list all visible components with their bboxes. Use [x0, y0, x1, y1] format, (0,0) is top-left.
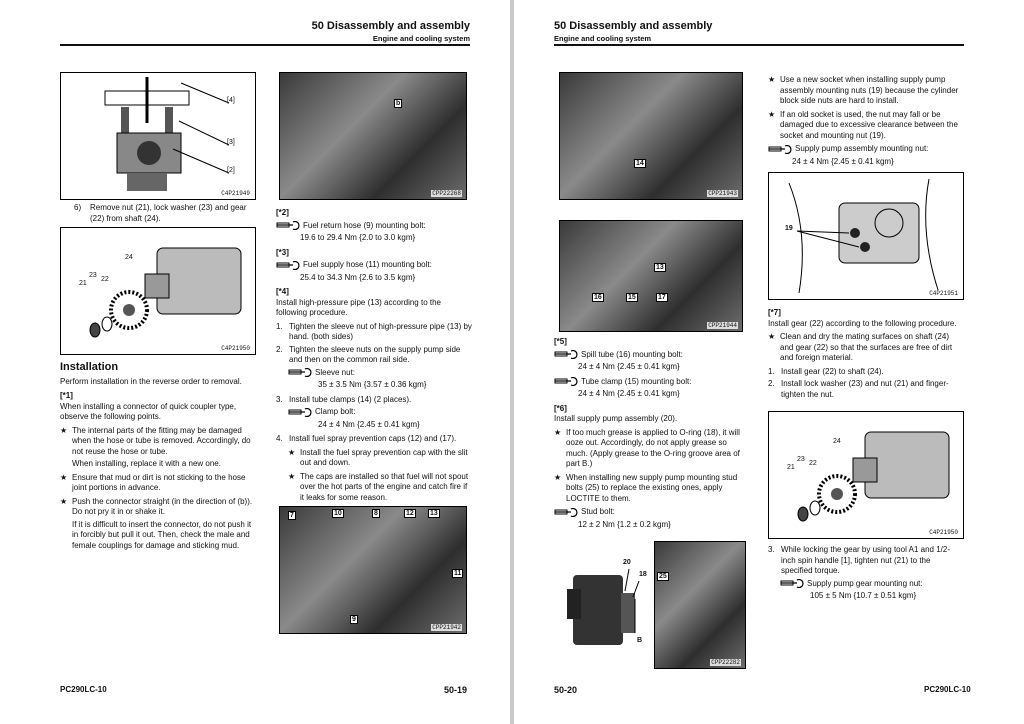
pump-gear-drawing [769, 412, 964, 539]
mounting-nut-figure [768, 172, 964, 300]
figure-code: CPP21942 [432, 624, 461, 631]
figure-code: C4P21949 [221, 190, 250, 197]
pump-gear-figure [768, 411, 964, 539]
step-text: Tighten the sleeve nut of high-pressure pipe (13) by hand. (both sides) [289, 321, 472, 341]
callout-label: B [637, 637, 643, 644]
torque-value: 35 ± 3.5 Nm {3.57 ± 0.36 kgm} [318, 380, 427, 389]
torque-value: 24 ± 4 Nm {2.45 ± 0.41 kgm} [578, 389, 680, 398]
star-note [768, 332, 964, 364]
callout-label: 10 [334, 510, 342, 517]
torque-wrench-icon [276, 221, 300, 230]
torque-spec [768, 144, 964, 155]
page-header-subtitle: Engine and cooling system [372, 34, 470, 43]
torque-value: 24 ± 4 Nm {2.45 ± 0.41 kgm} [318, 419, 420, 429]
callout-label: 24 [833, 438, 841, 445]
star-note [554, 428, 750, 470]
step-text: Install lock washer (23) and nut (21) and finger-tighten the nut. [781, 379, 949, 399]
torque-label: Tube clamp (15) mounting bolt: [581, 376, 692, 386]
page-header-title: 50 Disassembly and assembly [311, 20, 470, 32]
supply-pump-figure [559, 541, 651, 669]
fuel-pipe-photo [279, 506, 467, 634]
step-item [276, 395, 472, 406]
supply-pump-nut-block [768, 72, 964, 171]
right-page [514, 0, 1024, 724]
step-number: 3. [768, 545, 775, 554]
torque-label: Supply pump gear mounting nut: [807, 578, 923, 588]
step-text: Install tube clamps (14) (2 places). [289, 394, 412, 404]
torque-wrench-icon [554, 508, 578, 517]
step-item [60, 203, 256, 224]
header-rule [60, 44, 470, 46]
torque-value: 19.6 to 29.4 Nm {2.0 to 3.0 kgm} [300, 233, 416, 242]
spill-tube-photo [559, 220, 743, 332]
torque-label: Fuel supply hose (11) mounting bolt: [303, 260, 432, 269]
step-text: Install fuel spray prevention caps (12) and (17). [289, 434, 457, 443]
step-item [276, 434, 472, 445]
callout-label: 21 [787, 464, 795, 471]
installation-section [60, 360, 258, 554]
star-icon: ★ [288, 447, 296, 457]
callout-label: 13 [656, 264, 664, 271]
tags-2-4-block [276, 204, 472, 506]
torque-value: 12 ± 2 Nm {1.2 ± 0.2 kgm} [578, 519, 671, 529]
tag-4-text: Install high-pressure pipe (13) according to the following procedure. [276, 297, 441, 317]
star-icon: ★ [554, 472, 562, 482]
callout-label: 8 [374, 510, 378, 517]
callout-label: 9 [352, 616, 356, 623]
torque-wrench-icon [554, 350, 578, 359]
step-number: 3. [276, 394, 283, 404]
step-item [768, 545, 964, 577]
star-text: Ensure that mud or dirt is not sticking to the hose joint portions in advance. [72, 472, 246, 492]
footer-model: PC290LC-10 [924, 685, 971, 694]
tag-7-block [768, 304, 964, 402]
figure-code: C4P21950 [221, 345, 250, 352]
tag-2: [*2] [276, 208, 289, 217]
callout-label: 20 [623, 559, 631, 566]
star-text: If an old socket is used, the nut may fall or be damaged due to excessive clearance between the socket and mounting nut (19). [780, 109, 958, 140]
page-header-title: 50 Disassembly and assembly [554, 20, 713, 32]
torque-value: 24 ± 4 Nm {2.45 ± 0.41 kgm} [792, 156, 894, 166]
tag-7: [*7] [768, 308, 781, 317]
star-extra: If it is difficult to insert the connector, do not push it in forcibly but pull it out. Then, check the male and female couplings for damage and sticking mud. [72, 519, 252, 550]
tag-1: [*1] [60, 391, 73, 400]
footer-page-number: 50-19 [444, 685, 468, 695]
torque-wrench-icon [554, 377, 578, 386]
step-text: While locking the gear by using tool A1 and 1/2-inch spin handle [1], tighten nut (21) to the specified torque. [781, 545, 950, 575]
callout-label: 25 [659, 573, 667, 580]
torque-wrench-icon [276, 261, 300, 270]
star-icon: ★ [60, 425, 68, 435]
star-text: Install the fuel spray prevention cap with the slit out and down. [300, 447, 468, 467]
pump-gear-drawing [61, 228, 256, 355]
star-note [60, 497, 258, 552]
torque-spec [554, 350, 750, 361]
torque-label: Stud bolt: [581, 507, 615, 516]
tag-4: [*4] [276, 287, 289, 296]
step-number: 1. [768, 366, 775, 376]
star-text: Use a new socket when installing supply pump assembly mounting nuts (19) because the cylinder block side nuts are hard to install. [780, 75, 959, 105]
step-number: 2. [276, 344, 283, 354]
installation-intro: Perform installation in the reverse order to removal. [60, 376, 242, 386]
star-text: Clean and dry the mating surfaces on shaft (24) and gear (22) so that the surfaces are free of dirt and foreign material. [780, 332, 953, 362]
callout-label: 23 [797, 456, 805, 463]
callout-label: 17 [658, 294, 666, 301]
page-header-subtitle: Engine and cooling system [554, 34, 652, 43]
step-text: Install gear (22) to shaft (24). [781, 366, 884, 376]
star-icon: ★ [554, 427, 562, 437]
callout-label: 18 [639, 571, 647, 578]
star-note [768, 75, 964, 107]
callout-label: [2] [227, 167, 235, 174]
step-number: 1. [276, 321, 283, 331]
step-number: 2. [768, 379, 775, 388]
step-text: Remove nut (21), lock washer (23) and gear (22) from shaft (24). [90, 203, 247, 223]
star-text: If too much grease is applied to O-ring (18), it will ooze out. Accordingly, do not apply grease so much. (Apply grease to the O-ring groove area of part B.) [566, 427, 740, 468]
figure-code: CPP22282 [711, 659, 740, 666]
step-item [276, 345, 472, 366]
torque-label: Spill tube (16) mounting bolt: [581, 349, 683, 359]
step-number: 6) [74, 203, 82, 212]
callout-label: 16 [594, 294, 602, 301]
torque-label: Clamp bolt: [315, 407, 356, 416]
tube-clamp-photo [559, 72, 743, 200]
star-icon: ★ [768, 332, 776, 341]
step-item [768, 379, 964, 400]
star-note [768, 110, 964, 142]
torque-value: 24 ± 4 Nm {2.45 ± 0.41 kgm} [578, 362, 680, 371]
stud-bolt-photo [654, 541, 746, 669]
footer-page-number: 50-20 [554, 685, 578, 695]
pump-gear-figure [60, 227, 256, 355]
tags-5-6-block [554, 333, 750, 534]
callout-label: 22 [809, 460, 817, 467]
torque-wrench-icon [768, 145, 792, 154]
star-text: Push the connector straight (in the direction of (b)). Do not pry it in or shake it. [72, 496, 253, 516]
torque-spec [768, 579, 964, 590]
star-note [554, 473, 750, 505]
torque-spec [276, 368, 472, 379]
figure-code: CPP21943 [708, 190, 737, 197]
star-note [60, 473, 258, 494]
callout-label: 23 [89, 272, 97, 279]
callout-label: 14 [636, 160, 644, 167]
callout-label: [3] [227, 139, 235, 146]
pump-puller-figure [60, 72, 256, 200]
step-item [276, 322, 472, 343]
star-icon: ★ [288, 471, 296, 481]
star-icon: ★ [768, 109, 776, 119]
torque-value: 105 ± 5 Nm {10.7 ± 0.51 kgm} [810, 591, 917, 600]
tag-6-text: Install supply pump assembly (20). [554, 414, 678, 423]
torque-spec [276, 221, 472, 232]
tag-5: [*5] [554, 337, 567, 346]
figure-code: C4P21951 [929, 290, 958, 297]
header-rule [554, 44, 964, 46]
torque-wrench-icon [288, 368, 312, 377]
step-number: 4. [276, 434, 283, 443]
tag-1-text: When installing a connector of quick coupler type, observe the following points. [60, 401, 237, 421]
step3-block [768, 545, 964, 606]
callout-label: 13 [430, 510, 438, 517]
torque-wrench-icon [780, 579, 804, 588]
figure-code: CPP22268 [432, 190, 461, 197]
callout-label: 11 [454, 570, 462, 577]
torque-value: 25.4 to 34.3 Nm {2.6 to 3.5 kgm} [300, 272, 416, 282]
tag-7-text: Install gear (22) according to the following procedure. [768, 318, 957, 328]
installation-heading: Installation [60, 361, 119, 373]
step-item [768, 367, 964, 378]
star-note [276, 472, 472, 504]
step6-block [60, 203, 256, 226]
step-text: Tighten the sleeve nuts on the supply pump side and then on the common rail side. [289, 344, 461, 364]
star-text: The caps are installed so that fuel will not spout over the hot parts of the engine and catch fire if it leaks for some reason. [300, 471, 469, 502]
fuel-hose-photo [279, 72, 467, 200]
torque-spec [276, 407, 472, 418]
torque-spec [554, 377, 750, 388]
torque-label: Sleeve nut: [315, 367, 356, 377]
mounting-nut-drawing [769, 173, 964, 300]
star-extra: When installing, replace it with a new one. [72, 459, 221, 468]
callout-label: [4] [227, 97, 235, 104]
callout-label: 22 [101, 276, 109, 283]
pump-puller-drawing [61, 73, 256, 200]
star-icon: ★ [60, 496, 68, 506]
callout-label: 19 [785, 225, 793, 232]
torque-label: Supply pump assembly mounting nut: [795, 144, 929, 153]
star-icon: ★ [60, 472, 68, 482]
torque-spec [276, 260, 472, 271]
tag-3: [*3] [276, 247, 289, 257]
callout-label: 12 [406, 510, 414, 517]
figure-code: CPP21944 [708, 322, 737, 329]
callout-label: 21 [79, 280, 87, 287]
footer-model: PC290LC-10 [60, 685, 107, 694]
star-text: When installing new supply pump mounting stud bolts (25) to replace the existing ones, apply LOCTITE to them. [566, 472, 738, 503]
callout-label: b [396, 100, 401, 107]
star-note [276, 448, 472, 469]
torque-spec [554, 507, 750, 518]
star-icon: ★ [768, 75, 776, 84]
callout-label: 15 [628, 294, 636, 301]
torque-wrench-icon [288, 408, 312, 417]
star-text: The internal parts of the fitting may be damaged when the hose or tube is removed. Accordingly, do not reuse the hose or tube. [72, 425, 251, 456]
left-page [0, 0, 510, 724]
star-note [60, 426, 258, 470]
torque-label: Fuel return hose (9) mounting bolt: [303, 220, 426, 230]
callout-label: 24 [125, 254, 133, 261]
tag-6: [*6] [554, 403, 567, 413]
figure-code: C4P21950 [929, 529, 958, 536]
supply-pump-drawing [559, 541, 651, 669]
callout-label: 7 [290, 512, 294, 519]
